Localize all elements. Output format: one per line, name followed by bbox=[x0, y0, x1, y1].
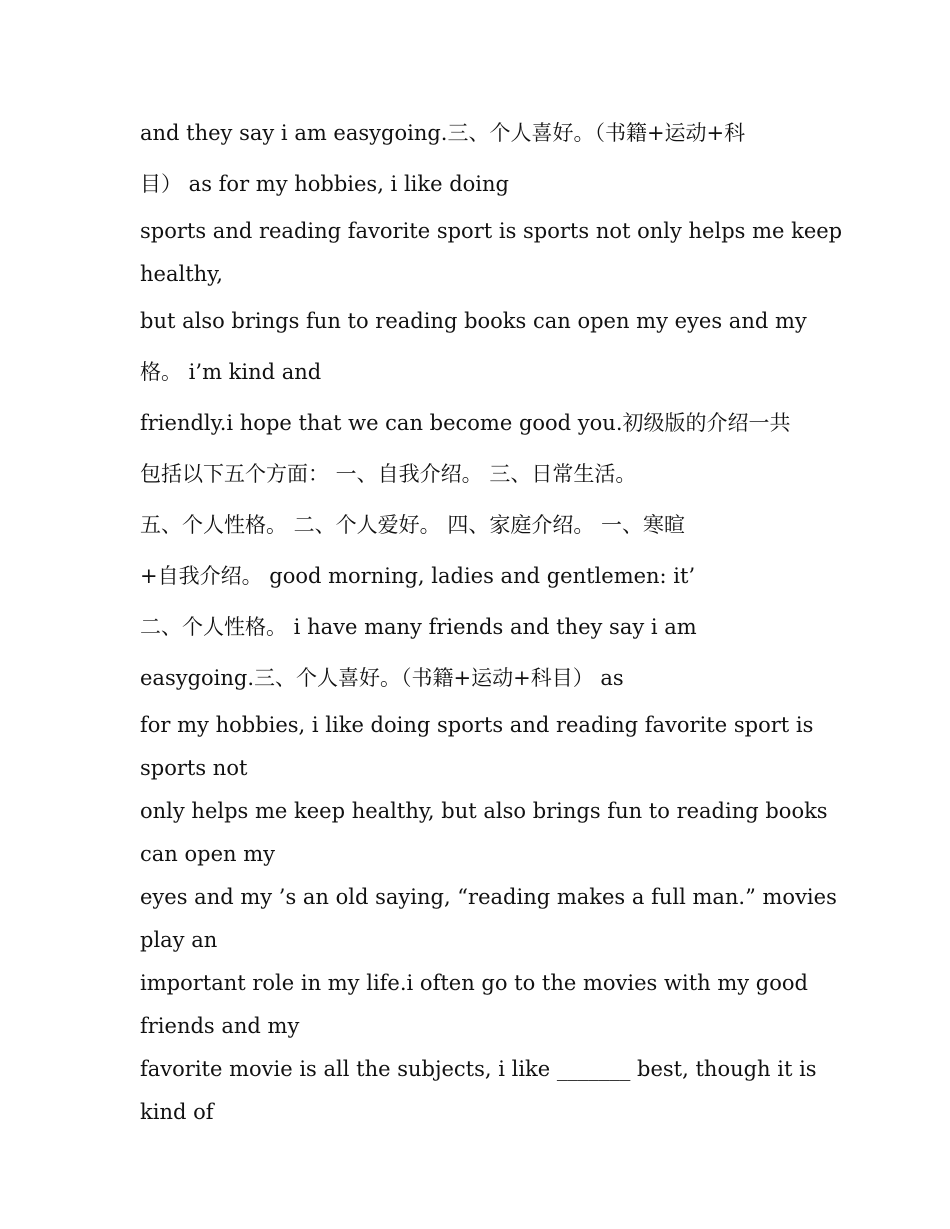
text-line: only helps me keep healthy, but also brings fun to reading books bbox=[140, 799, 828, 823]
document-body bbox=[140, 108, 843, 1134]
text-line: eyes and my ’s an old saying, “reading makes a full man.” movies bbox=[140, 885, 837, 909]
text-line: important role in my life.i often go to the movies with my good bbox=[140, 971, 808, 995]
text-line: for my hobbies, i like doing sports and reading favorite sport is bbox=[140, 713, 814, 737]
text-line: 二、个人性格。 i have many friends and they say i am bbox=[140, 615, 697, 639]
text-line: but also brings fun to reading books can open my eyes and my bbox=[140, 309, 807, 333]
text-line: 包括以下五个方面： 一、自我介绍。 三、日常生活。 bbox=[140, 462, 637, 486]
text-line: sports and reading favorite sport is sports not only helps me keep bbox=[140, 219, 843, 243]
text-line: favorite movie is all the subjects, i like _______ best, though it is bbox=[140, 1057, 817, 1081]
text-line: 目） as for my hobbies, i like doing bbox=[140, 172, 509, 196]
text-line: sports not bbox=[140, 756, 248, 780]
text-line: friends and my bbox=[140, 1014, 300, 1038]
text-line: can open my bbox=[140, 842, 275, 866]
text-line: +自我介绍。 good morning, ladies and gentlemen: it’ bbox=[140, 564, 696, 588]
text-line: play an bbox=[140, 928, 218, 952]
text-line: kind of bbox=[140, 1100, 214, 1124]
text-line: healthy, bbox=[140, 262, 223, 286]
text-line: 格。 i’m kind and bbox=[140, 360, 322, 384]
text-line: and they say i am easygoing.三、个人喜好。（书籍+运动+科 bbox=[140, 121, 746, 145]
text-line: 五、个人性格。 二、个人爱好。 四、家庭介绍。 一、寒暄 bbox=[140, 513, 686, 537]
text-line: friendly.i hope that we can become good you.初级版的介绍一共 bbox=[140, 411, 791, 435]
text-line: easygoing.三、个人喜好。（书籍+运动+科目） as bbox=[140, 666, 624, 690]
